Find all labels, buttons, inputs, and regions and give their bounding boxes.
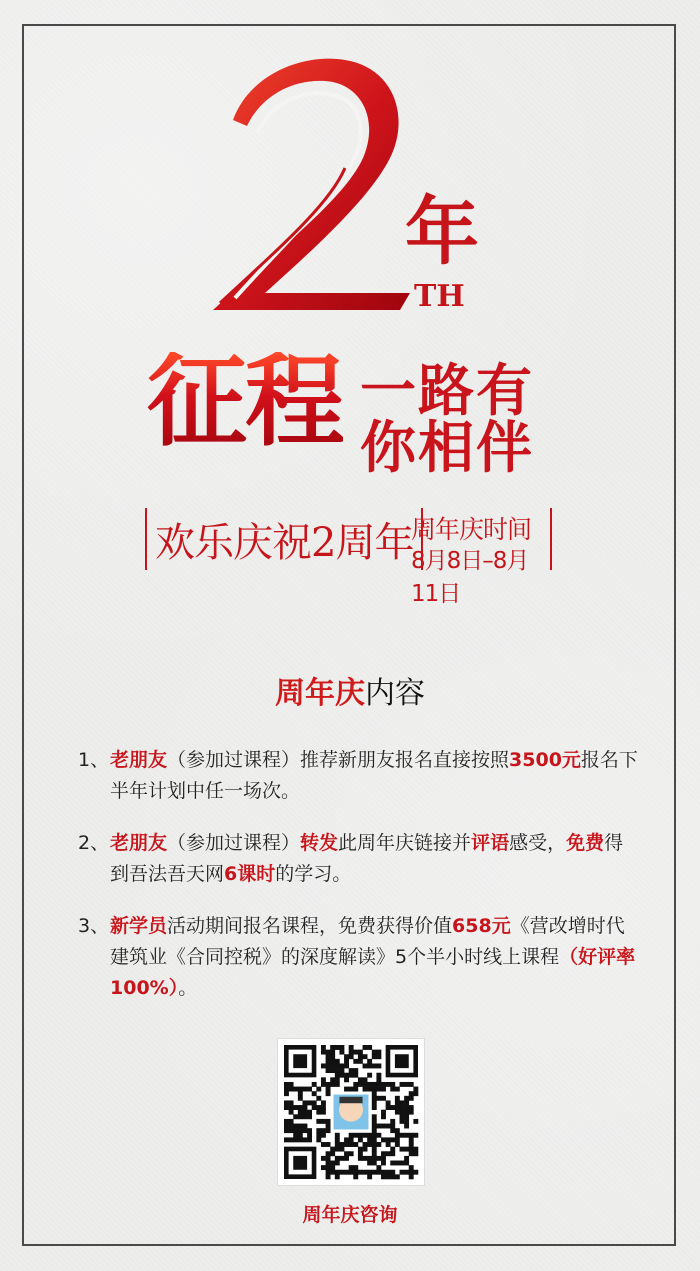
text-plain: 。: [178, 977, 198, 999]
qr-code[interactable]: [277, 1038, 425, 1186]
text-plain: 报名下半年计划中任一场次。: [110, 749, 638, 802]
item-number: 1、: [78, 749, 110, 771]
event-time-box: [403, 508, 552, 607]
list-item: [78, 911, 638, 1004]
text-plain: 此周年庆链接并: [338, 832, 472, 854]
text-plain: （参加过课程）推荐新朋友报名直接按照: [167, 749, 510, 771]
text-bold: 3500元: [509, 749, 581, 771]
text-bold: 转发: [300, 832, 339, 854]
section-title-rest: 内容: [365, 676, 425, 711]
text-bold: 老朋友: [110, 749, 168, 771]
item-number: 2、: [78, 832, 110, 854]
slogan-line-1: 一路有: [360, 358, 534, 424]
text-bold: 免费: [566, 832, 605, 854]
item-text: [110, 911, 638, 1004]
text-bold: 新学员: [110, 915, 168, 937]
text-bold: （好评率100%）: [110, 946, 636, 999]
section-title-highlight: 周年庆: [275, 676, 365, 711]
item-text: [110, 745, 638, 807]
celebration-banner: [145, 508, 423, 570]
text-bold: 6课时: [224, 863, 276, 885]
slogan-line-2: 你相伴: [360, 415, 534, 481]
year-character: 年: [405, 189, 479, 275]
list-item: [78, 745, 638, 807]
text-plain: 《营改增时代建筑业《合同控税》的深度解读》5个半小时线上课程: [110, 915, 625, 968]
text-bold: 评语: [471, 832, 510, 854]
text-plain: 的学习。: [275, 863, 352, 885]
item-text: [110, 828, 638, 890]
qr-caption: 周年庆咨询: [302, 1204, 398, 1226]
list-item: [78, 828, 638, 890]
banner-main-text: 欢乐庆祝2周年: [155, 519, 414, 566]
section-title: [0, 668, 700, 712]
text-plain: 活动期间报名课程，免费获得价值: [167, 915, 453, 937]
event-time-value: 8月8日–8月11日: [411, 548, 529, 607]
big-two-graphic: [195, 48, 435, 328]
text-plain: （参加过课程）: [167, 832, 301, 854]
text-plain: 得到吾法吾天网: [110, 832, 624, 885]
text-bold: 658元: [452, 915, 511, 937]
headline-zhengcheng: 征程: [147, 343, 343, 460]
qr-code-image: [278, 1039, 424, 1185]
text-bold: 老朋友: [110, 832, 168, 854]
item-number: 3、: [78, 915, 110, 937]
text-plain: 感受，: [509, 832, 567, 854]
th-suffix: TH: [414, 279, 465, 314]
event-time-label: 周年庆时间: [411, 515, 532, 544]
